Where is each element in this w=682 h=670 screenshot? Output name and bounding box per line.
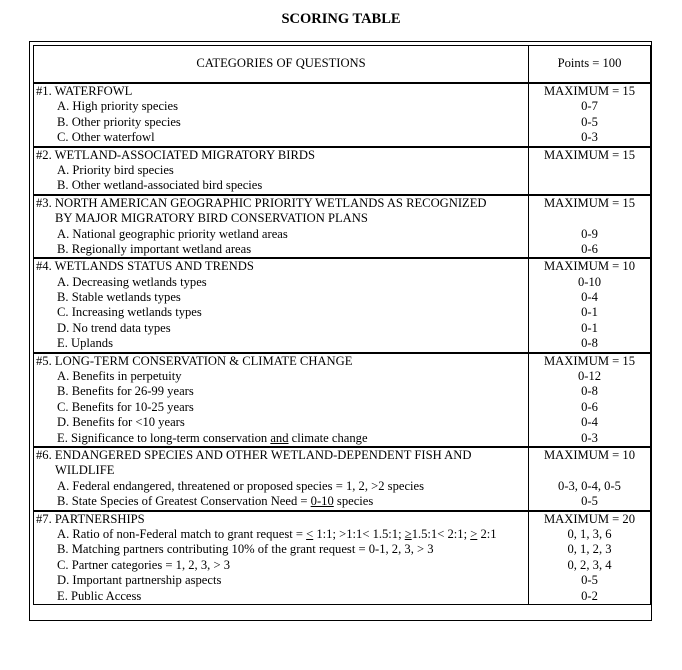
item-text: A. Priority bird species: [57, 162, 174, 177]
item-points: 0-12: [577, 369, 602, 384]
header-points: Points = 100: [529, 46, 651, 84]
item-points: 0-3: [581, 130, 598, 145]
section-maximum: MAXIMUM = 15: [543, 353, 636, 368]
item-text: D. Benefits for <10 years: [57, 415, 185, 430]
item-text: B. Regionally important wetland areas: [57, 241, 252, 256]
item-text: E. Uplands: [57, 336, 113, 351]
item-points: 0-5: [581, 573, 598, 588]
item-text: E. Significance to long-term conservation and climate change: [57, 430, 368, 445]
item-text: A. Benefits in perpetuity: [57, 369, 182, 384]
section-maximum: MAXIMUM = 10: [543, 259, 636, 274]
section-heading: #3. NORTH AMERICAN GEOGRAPHIC PRIORITY WETLANDS AS RECOGNIZED: [36, 195, 487, 210]
item-text: C. Benefits for 10-25 years: [57, 399, 194, 414]
item-points: 0-8: [581, 336, 598, 351]
item-text: B. Other priority species: [57, 114, 181, 129]
section-row: [34, 447, 651, 511]
section-row: [34, 511, 651, 605]
item-points: 0-6: [581, 241, 598, 256]
item-points: 0-7: [581, 99, 598, 114]
item-text: A. Decreasing wetlands types: [57, 274, 207, 289]
item-text: B. Benefits for 26-99 years: [57, 384, 194, 399]
item-points: 0, 2, 3, 4: [567, 557, 612, 572]
table-header-row: [34, 46, 651, 84]
scoring-table-frame: [29, 41, 652, 621]
item-points: 0-4: [581, 290, 598, 305]
item-text: A. Federal endangered, threatened or proposed species = 1, 2, >2 species: [57, 478, 425, 493]
item-points: 0-4: [581, 415, 598, 430]
section-maximum: MAXIMUM = 15: [543, 84, 636, 98]
item-points: 0-3: [581, 430, 598, 445]
item-text: B. State Species of Greatest Conservation Need = 0-10 species: [57, 494, 374, 509]
item-points: 0-3, 0-4, 0-5: [558, 478, 621, 493]
item-points: 0-8: [581, 384, 598, 399]
section-heading: #1. WATERFOWL: [36, 84, 133, 98]
item-text: A. Ratio of non-Federal match to grant request = < 1:1; >1:1< 1.5:1; ≥1.5:1< 2:1; > 2:1: [57, 526, 497, 541]
item-points: 0, 1, 3, 6: [567, 526, 612, 541]
section-heading-cont: BY MAJOR MIGRATORY BIRD CONSERVATION PLANS: [55, 211, 368, 226]
section-maximum: MAXIMUM = 15: [543, 195, 636, 210]
section-maximum: MAXIMUM = 10: [543, 447, 636, 462]
item-points: 0-5: [581, 114, 598, 129]
section-heading: #2. WETLAND-ASSOCIATED MIGRATORY BIRDS: [36, 147, 315, 162]
item-text: C. Other waterfowl: [57, 130, 155, 145]
item-text: B. Stable wetlands types: [57, 290, 181, 305]
item-text: A. High priority species: [57, 99, 179, 114]
section-maximum: MAXIMUM = 20: [543, 511, 636, 526]
section-heading-cont: WILDLIFE: [55, 463, 115, 478]
section-heading: #6. ENDANGERED SPECIES AND OTHER WETLAND-DEPENDENT FISH AND: [36, 447, 472, 462]
item-points: 0-9: [581, 226, 598, 241]
item-text: D. Important partnership aspects: [57, 573, 222, 588]
item-text: A. National geographic priority wetland areas: [57, 226, 288, 241]
section-row: [34, 195, 651, 259]
item-points: 0-1: [581, 305, 598, 320]
item-text: E. Public Access: [57, 588, 142, 603]
item-text: B. Matching partners contributing 10% of the grant request = 0-1, 2, 3, > 3: [57, 542, 434, 557]
item-text: B. Other wetland-associated bird species: [57, 178, 263, 193]
header-categories: CATEGORIES OF QUESTIONS: [34, 46, 529, 84]
section-row: [34, 258, 651, 352]
item-points: 0-6: [581, 399, 598, 414]
item-text: C. Increasing wetlands types: [57, 305, 202, 320]
section-row: [34, 147, 651, 195]
scoring-table: [33, 45, 651, 605]
item-points: 0-10: [577, 274, 602, 289]
section-row: [34, 83, 651, 147]
item-text: C. Partner categories = 1, 2, 3, > 3: [57, 557, 230, 572]
item-points: 0, 1, 2, 3: [567, 542, 612, 557]
section-heading: #4. WETLANDS STATUS AND TRENDS: [36, 259, 254, 274]
section-maximum: MAXIMUM = 15: [543, 147, 636, 162]
section-heading: #7. PARTNERSHIPS: [36, 511, 145, 526]
item-points: 0-5: [581, 494, 598, 509]
section-row: [34, 353, 651, 447]
item-points: 0-2: [581, 588, 598, 603]
section-heading: #5. LONG-TERM CONSERVATION & CLIMATE CHANGE: [36, 353, 353, 368]
page-title: SCORING TABLE: [281, 11, 401, 27]
item-points: 0-1: [581, 320, 598, 335]
item-text: D. No trend data types: [57, 320, 171, 335]
